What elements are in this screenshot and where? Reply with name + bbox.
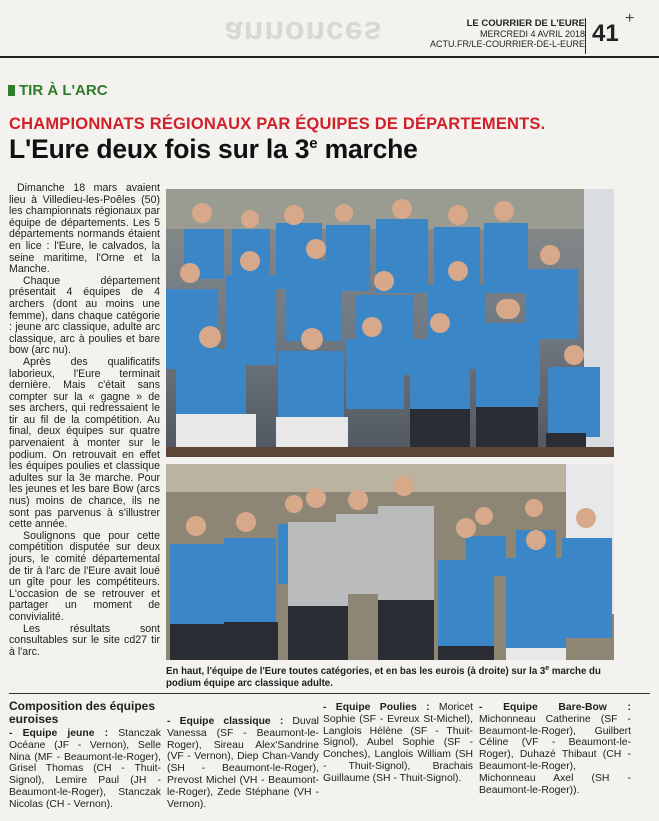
body-paragraph: Après des qualificatifs laborieux, l'Eure terminait dernière. Mais c'était sans compter sur la « gagne » de ses archers, qui redressaient le tir au fil de la compétition. Au final, deux équipes sur quatre parvenaient à monter sur le podium. On retrouvait en effet les équipes poulies et classique adultes sur la 3e marche. Pour les jeunes et les bare Bow (arcs nus) moins de chance, ils ne sont pas parvenus à s'illustrer cette année.	[9, 355, 160, 531]
team-members: Moricet Sophie (SF - Evreux St-Michel), Langlois Hélène (SF - Thuit-Signol), Aubel Sophie (SF - Conches), Langlois William (SH - Thuit-Signol), Brachais Guillaume (SH - Thuit-Signol).	[323, 702, 473, 784]
team-photo-bottom	[166, 464, 614, 660]
header-rule	[0, 56, 659, 58]
mirrored-bleed-text: annonces	[225, 15, 383, 51]
page-number: 41	[592, 20, 619, 47]
article-headline	[9, 134, 418, 165]
caption-text: En haut, l'équipe de l'Eure toutes catégories, et en bas les eurois (à droite) sur la 3	[166, 666, 546, 678]
photo-caption	[166, 663, 621, 690]
headline-superscript: e	[309, 135, 318, 153]
team-members: Duval Vanessa (SF - Beaumont-le-Roger), Sireau Alex'Sandrine (VF - Vernon), Diep Chan-Vandy (SH - Beaumont-le-Roger), Prevost Michel (VH - Beaumont-le-Roger), Zede Stéphane (VH - Vernon).	[167, 716, 319, 810]
team-label: - Equipe classique :	[167, 716, 284, 727]
section-label	[8, 82, 108, 99]
team-label: - Equipe jeune :	[9, 728, 109, 739]
team-poulies	[323, 702, 473, 785]
masthead-divider	[585, 18, 586, 54]
body-paragraph: Les résultats sont consultables sur le site cd27 tir à l'arc.	[9, 622, 160, 658]
team-photo-bottom-image	[166, 464, 614, 660]
body-paragraph: Soulignons que pour cette compétition disputée sur deux jours, le comité départemental de tir à l'arc de l'Eure avait loué un gîte pour les compétiteurs. L'occasion de se retrouver et partager un moment de convivialité.	[9, 529, 160, 623]
team-photo-top-image	[166, 189, 614, 457]
section-marker-icon	[8, 85, 15, 96]
team-members: Michonneau Catherine (SF - Beaumont-le-Roger), Guilbert Céline (VF - Beaumont-le-Roger), Duhazé Thibaut (CH - Beaumont-le-Roger), Michonneau Axel (SH - Beaumont-le-Roger)).	[479, 713, 631, 796]
team-label: - Equipe Bare-Bow :	[479, 702, 631, 713]
teams-separator	[9, 693, 650, 694]
body-paragraph: Chaque département présentait 4 équipes de 4 archers (dont au moins une femme), dans chaque catégorie : jeune arc classique, adulte arc classique, arc à poulies et bare bow (arc nu).	[9, 274, 160, 357]
team-label: - Equipe Poulies :	[323, 702, 430, 713]
team-members: Stanczak Océane (JF - Vernon), Selle Nina (MF - Beaumont-le-Roger), Grisel Thomas (CH - Thuit-Signol), Lemire Paul (JH - Beaumont-le-Roger), Stanczak Nicolas (CH - Vernon).	[9, 728, 161, 810]
team-photo-top	[166, 189, 614, 457]
teams-heading: Composition des équipes euroises	[9, 699, 156, 726]
section-text: TIR À L'ARC	[19, 82, 108, 99]
newspaper-name: LE COURRIER DE L'EURE	[466, 18, 585, 29]
website: ACTU.FR/LE-COURRIER-DE-L-EURE	[429, 39, 585, 49]
registration-mark: +	[625, 10, 635, 27]
masthead	[430, 19, 585, 49]
caption-superscript: e	[545, 665, 550, 672]
article-body	[9, 183, 160, 658]
team-classique	[167, 716, 319, 810]
team-jeune	[9, 728, 161, 811]
caption-text-end: marche du podium équipe arc classique adulte.	[166, 666, 601, 690]
headline-end: marche	[317, 134, 418, 164]
issue-date: MERCREDI 4 AVRIL 2018	[479, 29, 585, 39]
body-paragraph: Dimanche 18 mars avaient lieu à Villedieu-les-Poêles (50) les championnats régionaux par équipe de départements. Les 5 départements normands étaient en lice : l'Eure, le calvados, la seine maritime, l'Orne et la Manche.	[9, 182, 160, 276]
headline-text: L'Eure deux fois sur la 3	[9, 134, 310, 164]
article-kicker: CHAMPIONNATS RÉGIONAUX PAR ÉQUIPES DE DÉPARTEMENTS.	[9, 115, 546, 133]
team-barebow	[479, 702, 631, 796]
